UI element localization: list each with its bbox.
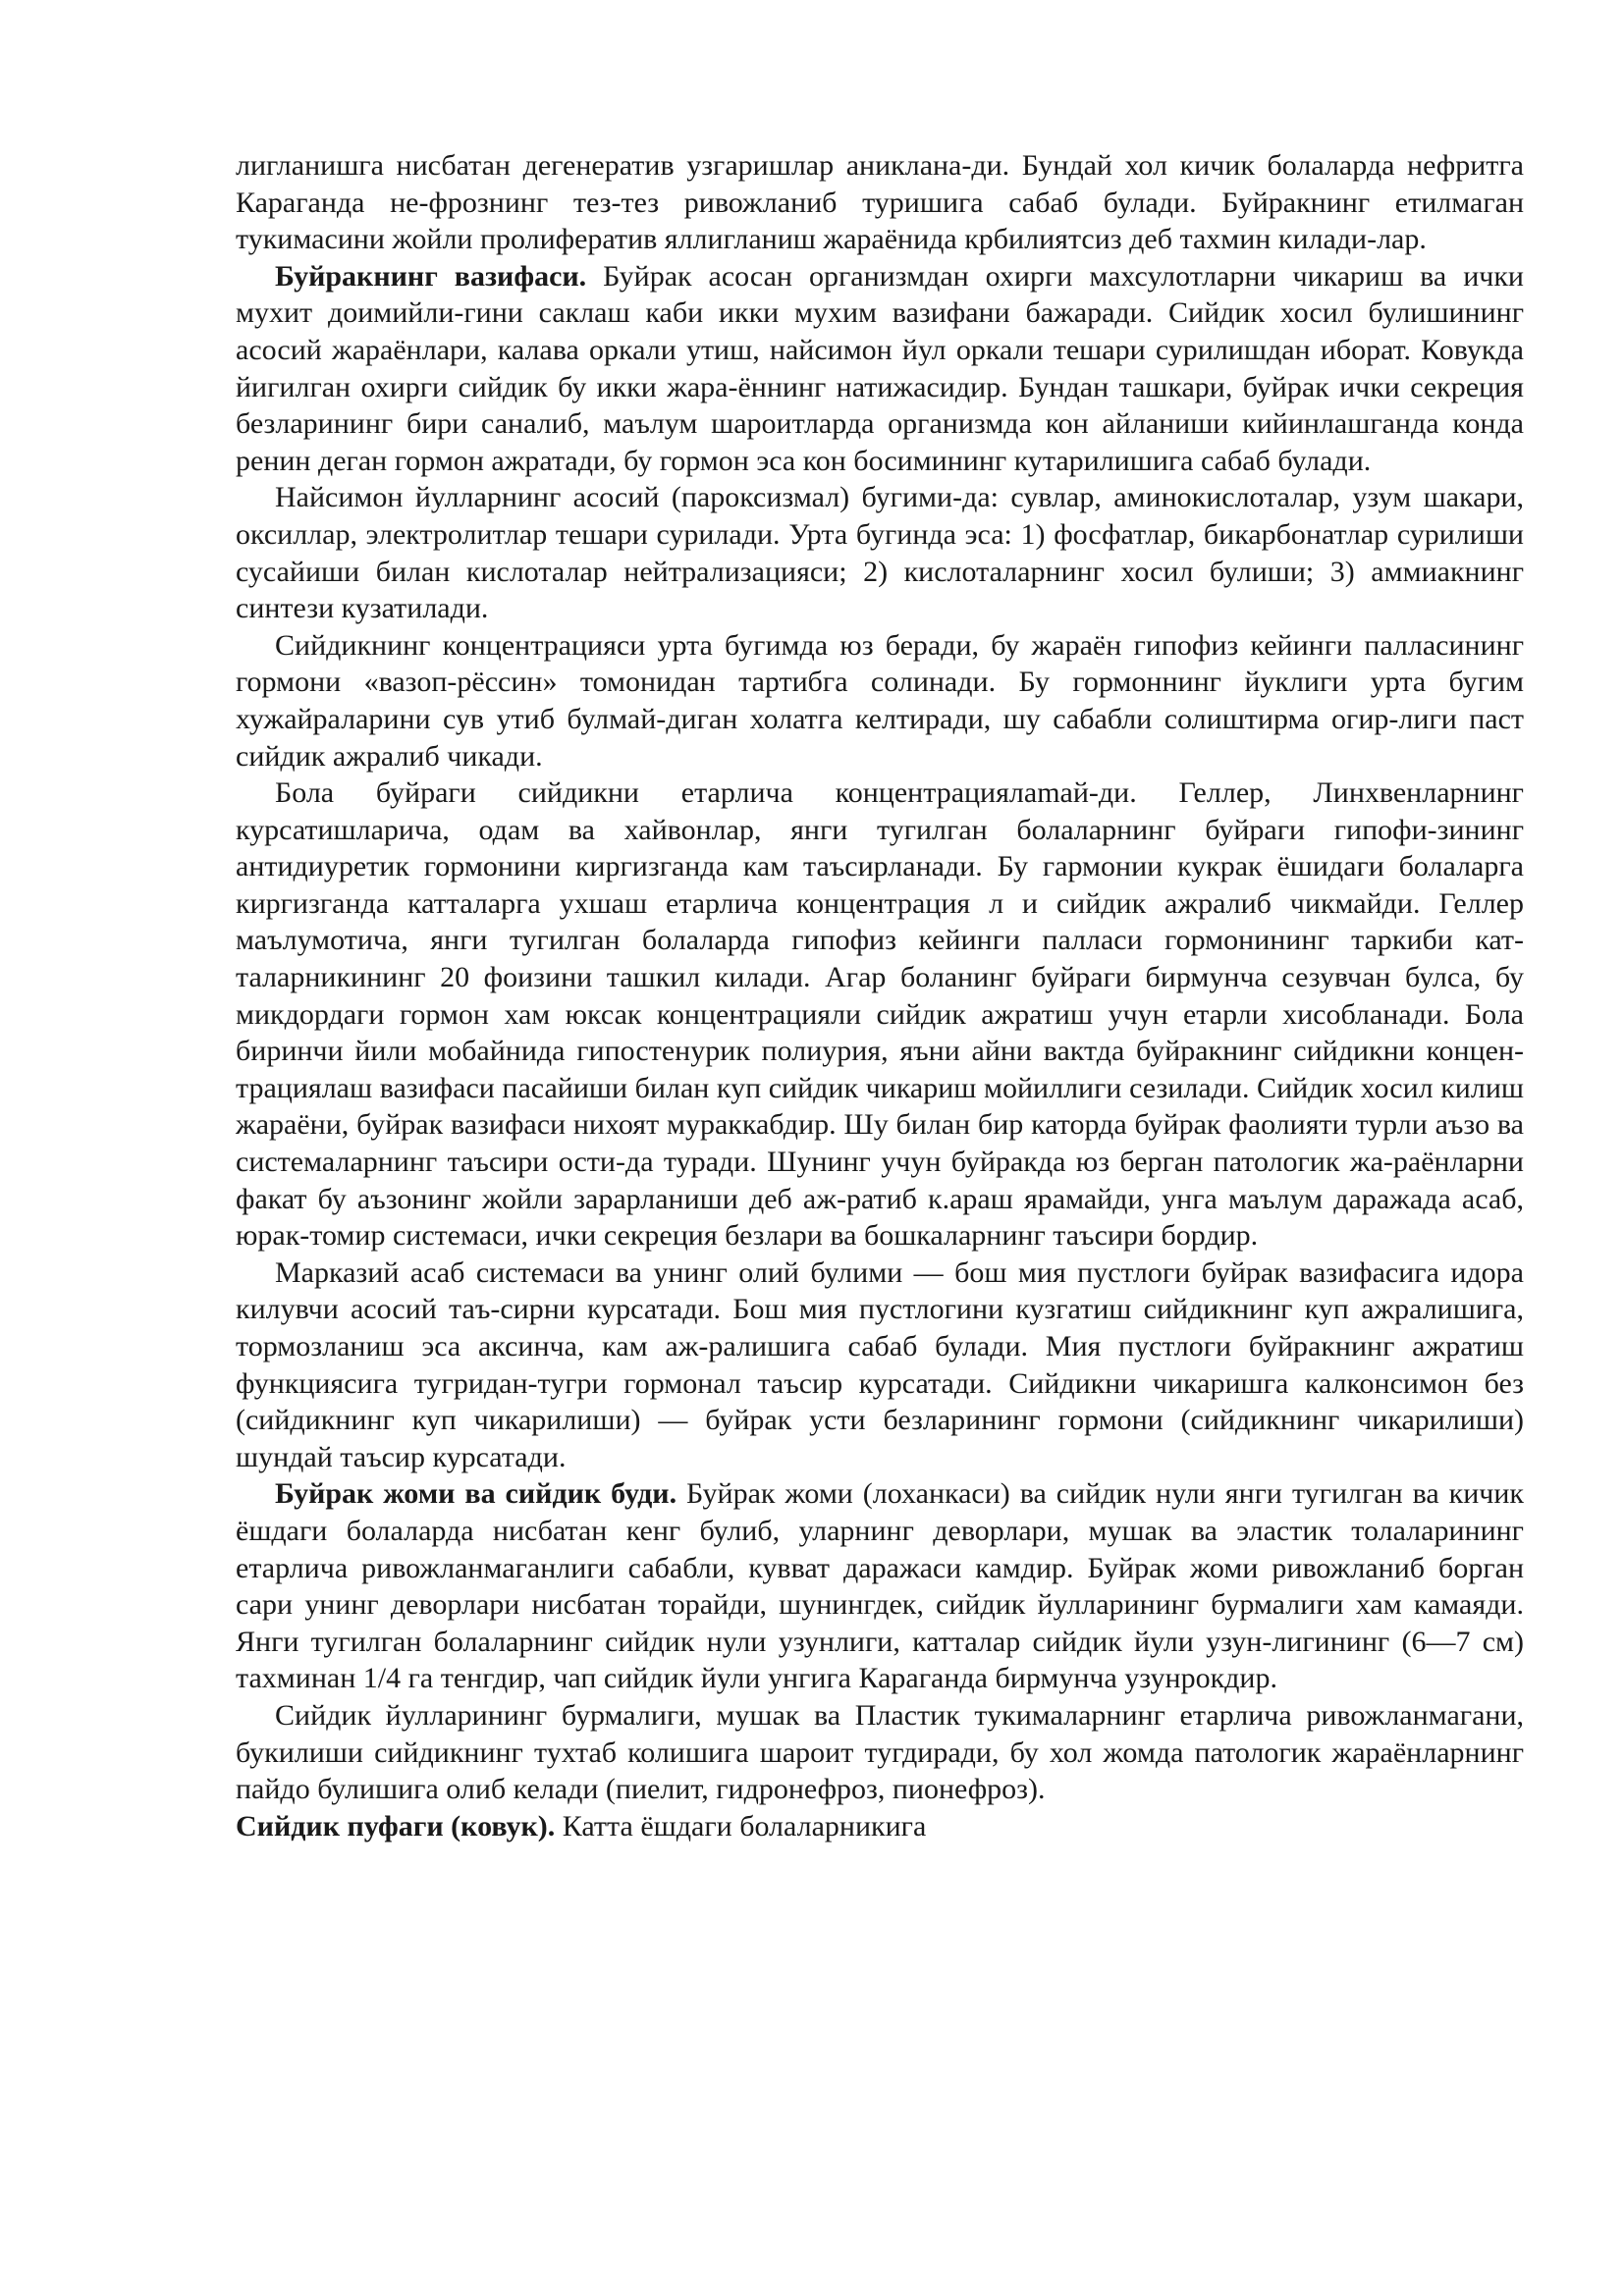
paragraph-1: лигланишга нисбатан дегенератив узгаришлар аниклана-ди. Бундай хол кичик болаларда нефритга Караганда не-фрознинг тез-тез ривожланиб туришига сабаб булади. Буйракнинг етилмаган тукимасини жойли пролифератив яллигланиш жараёнида крбилиятсиз деб тахмин килади-лар. — [236, 149, 1524, 256]
heading-kidney-function: Буйракнинг вазифаси. — [275, 259, 587, 293]
paragraph-kidney-function — [236, 258, 1524, 480]
paragraph-bladder — [236, 1808, 1524, 1845]
heading-bladder: Сийдик пуфаги (ковук). — [236, 1809, 556, 1842]
paragraph-bladder-text: Катта ёшдаги болаларникига — [555, 1809, 927, 1842]
paragraph-4: Сийдикнинг концентрацияси урта бугимда юз беради, бу жараён гипофиз кейинги палласининг гормони «вазоп-рёссин» томонидан тартибга солинади. Бу гормоннинг йуклиги урта бугим хужайраларини сув утиб булмай-диган холатга келтиради, шу сабабли солиштирма огир-лиги паст сийдик ажралиб чикади. — [236, 628, 1524, 773]
paragraph-6: Марказий асаб системаси ва унинг олий булими — бош мия пустлоги буйрак вазифасига идора килувчи асосий таъ-сирни курсатади. Бош мия пустлогини кузгатиш сийдикнинг куп ажралишига, тормозланиш эса аксинча, кам аж-ралишига сабаб булади. Мия пустлоги буйракнинг ажратиш функциясига тугридан-тугри гормонал таъсир курсатади. Сийдикни чикаришга калконсимон без (сийдикнинг куп чикарилиши) — буйрак усти безларининг гормони (сийдикнинг чикарилиши) шундай таъсир курсатади. — [236, 1255, 1524, 1473]
paragraph-8: Сийдик йулларининг бурмалиги, мушак ва Пластик тукималарнинг етарлича ривожланмагани, букилиши сийдикнинг тухтаб колишига шароит тугдиради, бу хол жомда патологик жараёнларнинг пайдо булишига олиб келади (пиелит, гидронефроз, пионефроз). — [236, 1698, 1524, 1806]
paragraph-renal-pelvis-text: Буйрак жоми (лоханкаси) ва сийдик нули янги тугилган ва кичик ёшдаги болаларда нисбатан кенг булиб, уларнинг деворлари, мушак ва эластик толаларининг етарлича ривожланмаганлиги сабабли, кувват даражаси камдир. Буйрак жоми ривожланиб борган сари унинг деворлари нисбатан торайди, шунингдек, сийдик йулларининг бурмалиги хам камаяди. Янги тугилган болаларнинг сийдик нули узунлиги, катталар сийдик йули узун-лигининг (6—7 см) тахминан 1/4 га тенгдир, чап сийдик йули унгига Караганда бирмунча узунрокдир. — [236, 1477, 1524, 1695]
heading-renal-pelvis: Буйрак жоми ва сийдик буди. — [275, 1477, 677, 1511]
paragraph-3: Найсимон йулларнинг асосий (пароксизмал) бугими-да: сувлар, аминокислоталар, узум шакари, оксиллар, электролитлар тешари сурилади. Урта бугинда эса: 1) фосфатлар, бикарбонатлар сурилиши сусайиши билан кислоталар нейтрализацияси; 2) кислоталарнинг хосил булиши; 3) аммиакнинг синтези кузатилади. — [236, 481, 1524, 625]
paragraph-5: Бола буйраги сийдикни етарлича концентрациялаmaй-ди. Геллер, Линхвенларнинг курсатишларича, одам ва хайвонлар, янги тугилган болаларнинг буйраги гипофи-зининг антидиуретик гормонини киргизганда кам таъсирланади. Бу гармонии кукрак ёшидаги болаларга киргизганда катталарга ухшаш етарлича концентрация л и сийдик ажралиб чикмайди. Геллер маълумотича, янги тугилган болаларда гипофиз кейинги палласи гормонининг таркиби кат-таларникининг 20 фоизини ташкил килади. Агар боланинг буйраги бирмунча сезувчан булса, бу микдордаги гормон хам юксак концентрацияли сийдик ажратиш учун етарли хисобланади. Бола биринчи йили мобайнида гипостенурик полиурия, яъни айни вактда буйракнинг сийдикни концен-трациялаш вазифаси пасайиши билан куп сийдик чикариш мойиллиги сезилади. Сийдик хосил килиш жараёни, буйрак вазифаси нихоят мураккабдир. Шу билан бир каторда буйрак фаолияти турли аъзо ва системаларнинг таъсири ости-да туради. Шунинг учун буйракда юз берган патологик жа-раёнларни факат бу аъзонинг жойли зарарланиши деб аж-ратиб к.араш ярамайди, унга маълум даражада асаб, юрак-томир системаси, ички секреция безлари ва бошкаларнинг таъсири бордир. — [236, 776, 1524, 1253]
document-page — [236, 147, 1524, 1844]
paragraph-renal-pelvis — [236, 1475, 1524, 1697]
paragraph-kidney-function-text: Буйрак асосан организмдан охирги махсулотларни чикариш ва ички мухит доимийли-гини саклаш каби икки мухим вазифани бажаради. Сийдик хосил булишининг асосий жараёнлари, калава оркали утиш, найсимон йул оркали тешари сурилишдан иборат. Ковукда йигилган охирги сийдик бу икки жара-ённинг натижасидир. Бундан ташкари, буйрак ички секреция безларининг бири саналиб, маълум шароитларда организмда кон айланиши кийинлашганда конда ренин деган гормон ажратади, бу гормон эса кон босимининг кутарилишига сабаб булади. — [236, 259, 1524, 477]
